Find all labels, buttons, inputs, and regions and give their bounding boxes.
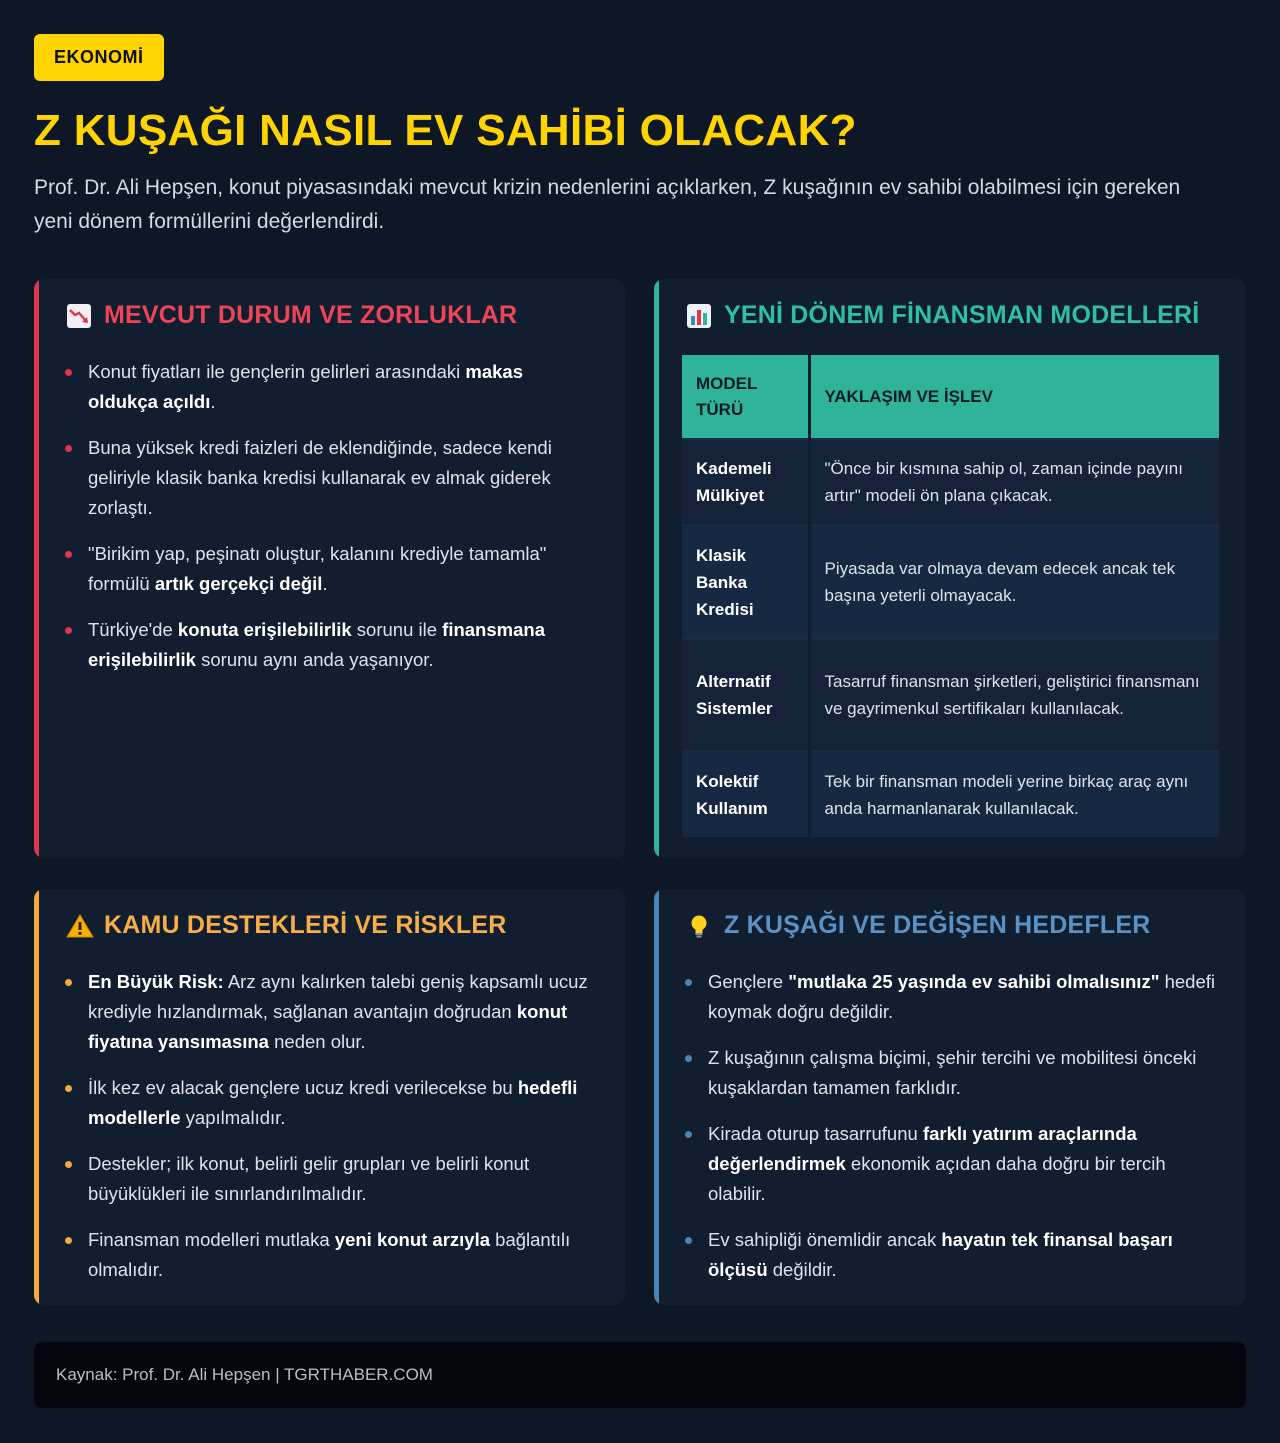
bullet-dot bbox=[65, 627, 72, 634]
approach-cell: "Önce bir kısmına sahip ol, zaman içinde payını artır" modeli ön plana çıkacak. bbox=[809, 439, 1221, 525]
source-footer: Kaynak: Prof. Dr. Ali Hepşen | TGRTHABER.COM bbox=[34, 1342, 1246, 1408]
list-text: Türkiye'de bbox=[88, 619, 178, 640]
gen-z-goals-card bbox=[654, 889, 1246, 1305]
column-header-model: MODEL TÜRÜ bbox=[682, 355, 809, 439]
intro-text: Prof. Dr. Ali Hepşen, konut piyasasındaki mevcut krizin nedenlerini açıklarken, Z kuşağının ev sahibi olabilmesi için gereken yeni dönem formüllerini değerlendirdi. bbox=[34, 176, 1181, 233]
list-item bbox=[682, 1043, 1216, 1103]
approach-cell: Tasarruf finansman şirketleri, geliştirici finansmanı ve gayrimenkul sertifikaları kullanılacak. bbox=[809, 639, 1221, 751]
table-row bbox=[682, 751, 1221, 837]
chart-decreasing-icon bbox=[66, 303, 92, 329]
emphasis-text: hayatın tek finansal başarı ölçüsü bbox=[708, 1229, 1173, 1280]
list-text: bağlantılı olmalıdır. bbox=[88, 1229, 571, 1280]
finance-models-title: YENİ DÖNEM FİNANSMAN MODELLERİ bbox=[724, 301, 1200, 329]
list-text: Buna yüksek kredi faizleri de eklendiğinde, sadece kendi geliriyle klasik banka kredisi kullanarak ev almak giderek zorlaştı. bbox=[88, 437, 552, 518]
list-text: sorunu aynı anda yaşanıyor. bbox=[195, 649, 434, 670]
list-text: Arz aynı kalırken talebi geniş kapsamlı ucuz krediyle hızlandırmak, sağlanan avantajın doğrudan bbox=[88, 971, 588, 1022]
bullet-dot bbox=[65, 1085, 72, 1092]
gen-z-goals-list bbox=[682, 967, 1216, 1301]
public-support-card bbox=[34, 889, 625, 1305]
emphasis-text: finansmana erişilebilirlik bbox=[88, 619, 545, 670]
list-item bbox=[682, 967, 1216, 1027]
emphasis-text: hedefli modellerle bbox=[88, 1077, 578, 1128]
bullet-dot bbox=[685, 1055, 692, 1062]
list-text: Ev sahipliği önemlidir ancak bbox=[708, 1229, 942, 1250]
list-item bbox=[682, 1225, 1216, 1285]
list-text: İlk kez ev alacak gençlere ucuz kredi verilecekse bu bbox=[88, 1077, 518, 1098]
list-item bbox=[62, 539, 595, 599]
model-cell: Kolektif Kullanım bbox=[682, 751, 809, 837]
model-cell: Klasik Banka Kredisi bbox=[682, 525, 809, 639]
list-text: . bbox=[210, 391, 216, 412]
bullet-dot bbox=[65, 1237, 72, 1244]
list-text: . bbox=[322, 573, 328, 594]
list-text: ekonomik açıdan daha doğru bir tercih olabilir. bbox=[708, 1153, 1166, 1204]
emphasis-text: artık gerçekçi değil bbox=[154, 573, 323, 594]
approach-cell: Tek bir finansman modeli yerine birkaç araç aynı anda harmanlanarak kullanılacak. bbox=[809, 751, 1221, 837]
emphasis-text: konut fiyatına yansımasına bbox=[88, 1001, 568, 1052]
list-text: Kirada oturup tasarrufunu bbox=[708, 1123, 923, 1144]
list-item bbox=[62, 967, 595, 1057]
emphasis-text: "mutlaka 25 yaşında ev sahibi olmalısınız" bbox=[788, 971, 1160, 992]
category-tag[interactable]: EKONOMİ bbox=[34, 34, 164, 81]
list-text: neden olur. bbox=[268, 1031, 366, 1052]
gen-z-goals-heading bbox=[686, 911, 1151, 940]
model-cell: Alternatif Sistemler bbox=[682, 639, 809, 751]
emphasis-text: En Büyük Risk: bbox=[88, 971, 224, 992]
list-item bbox=[62, 357, 595, 417]
public-support-heading bbox=[66, 911, 506, 940]
list-item bbox=[682, 1119, 1216, 1209]
list-item bbox=[62, 1225, 595, 1285]
bar-chart-icon bbox=[686, 303, 712, 329]
page-title: Z KUŞAĞI NASIL EV SAHİBİ OLACAK? bbox=[34, 106, 857, 155]
public-support-title: KAMU DESTEKLERİ VE RİSKLER bbox=[104, 911, 507, 939]
approach-cell: Piyasada var olmaya devam edecek ancak tek başına yeterli olmayacak. bbox=[809, 525, 1221, 639]
table-header-row bbox=[682, 355, 1221, 439]
list-text: sorunu ile bbox=[351, 619, 443, 640]
list-text: Gençlere bbox=[708, 971, 789, 992]
bullet-dot bbox=[65, 551, 72, 558]
table-row bbox=[682, 439, 1221, 525]
list-text: hedefi koymak doğru değildir. bbox=[708, 971, 1216, 1022]
list-item bbox=[62, 433, 595, 523]
emphasis-text: konuta erişilebilirlik bbox=[177, 619, 352, 640]
bullet-dot bbox=[685, 1131, 692, 1138]
finance-models-heading bbox=[686, 301, 1199, 330]
finance-models-table bbox=[682, 355, 1222, 837]
emphasis-text: makas oldukça açıldı bbox=[88, 361, 523, 412]
bullet-dot bbox=[685, 979, 692, 986]
warning-icon bbox=[66, 913, 92, 939]
list-text: Konut fiyatları ile gençlerin gelirleri arasındaki bbox=[88, 361, 466, 382]
bullet-dot bbox=[685, 1237, 692, 1244]
list-text: değildir. bbox=[767, 1259, 837, 1280]
bullet-dot bbox=[65, 979, 72, 986]
list-text: Destekler; ilk konut, belirli gelir grupları ve belirli konut büyüklükleri ile sınırlandırılmalıdır. bbox=[88, 1153, 530, 1204]
current-situation-heading bbox=[66, 301, 517, 330]
list-item bbox=[62, 615, 595, 675]
list-text: Finansman modelleri mutlaka bbox=[88, 1229, 335, 1250]
finance-models-card bbox=[654, 279, 1246, 858]
gen-z-goals-title: Z KUŞAĞI VE DEĞİŞEN HEDEFLER bbox=[724, 911, 1151, 939]
bullet-dot bbox=[65, 369, 72, 376]
emphasis-text: yeni konut arzıyla bbox=[334, 1229, 491, 1250]
table-row bbox=[682, 639, 1221, 751]
list-item bbox=[62, 1073, 595, 1133]
list-text: "Birikim yap, peşinatı oluştur, kalanını krediyle tamamla" formülü bbox=[88, 543, 547, 594]
bullet-dot bbox=[65, 1161, 72, 1168]
current-situation-title: MEVCUT DURUM VE ZORLUKLAR bbox=[104, 301, 518, 329]
public-support-list bbox=[62, 967, 595, 1301]
list-item bbox=[62, 1149, 595, 1209]
column-header-approach: YAKLAŞIM VE İŞLEV bbox=[809, 355, 1221, 439]
current-situation-list bbox=[62, 357, 595, 691]
current-situation-card bbox=[34, 279, 625, 858]
model-cell: Kademeli Mülkiyet bbox=[682, 439, 809, 525]
bullet-dot bbox=[65, 445, 72, 452]
list-text: Z kuşağının çalışma biçimi, şehir tercihi ve mobilitesi önceki kuşaklardan tamamen farklıdır. bbox=[708, 1047, 1197, 1098]
table-row bbox=[682, 525, 1221, 639]
lightbulb-icon bbox=[686, 913, 712, 939]
list-text: yapılmalıdır. bbox=[180, 1107, 286, 1128]
emphasis-text: farklı yatırım araçlarında değerlendirmek bbox=[708, 1123, 1137, 1174]
header bbox=[34, 34, 1246, 239]
